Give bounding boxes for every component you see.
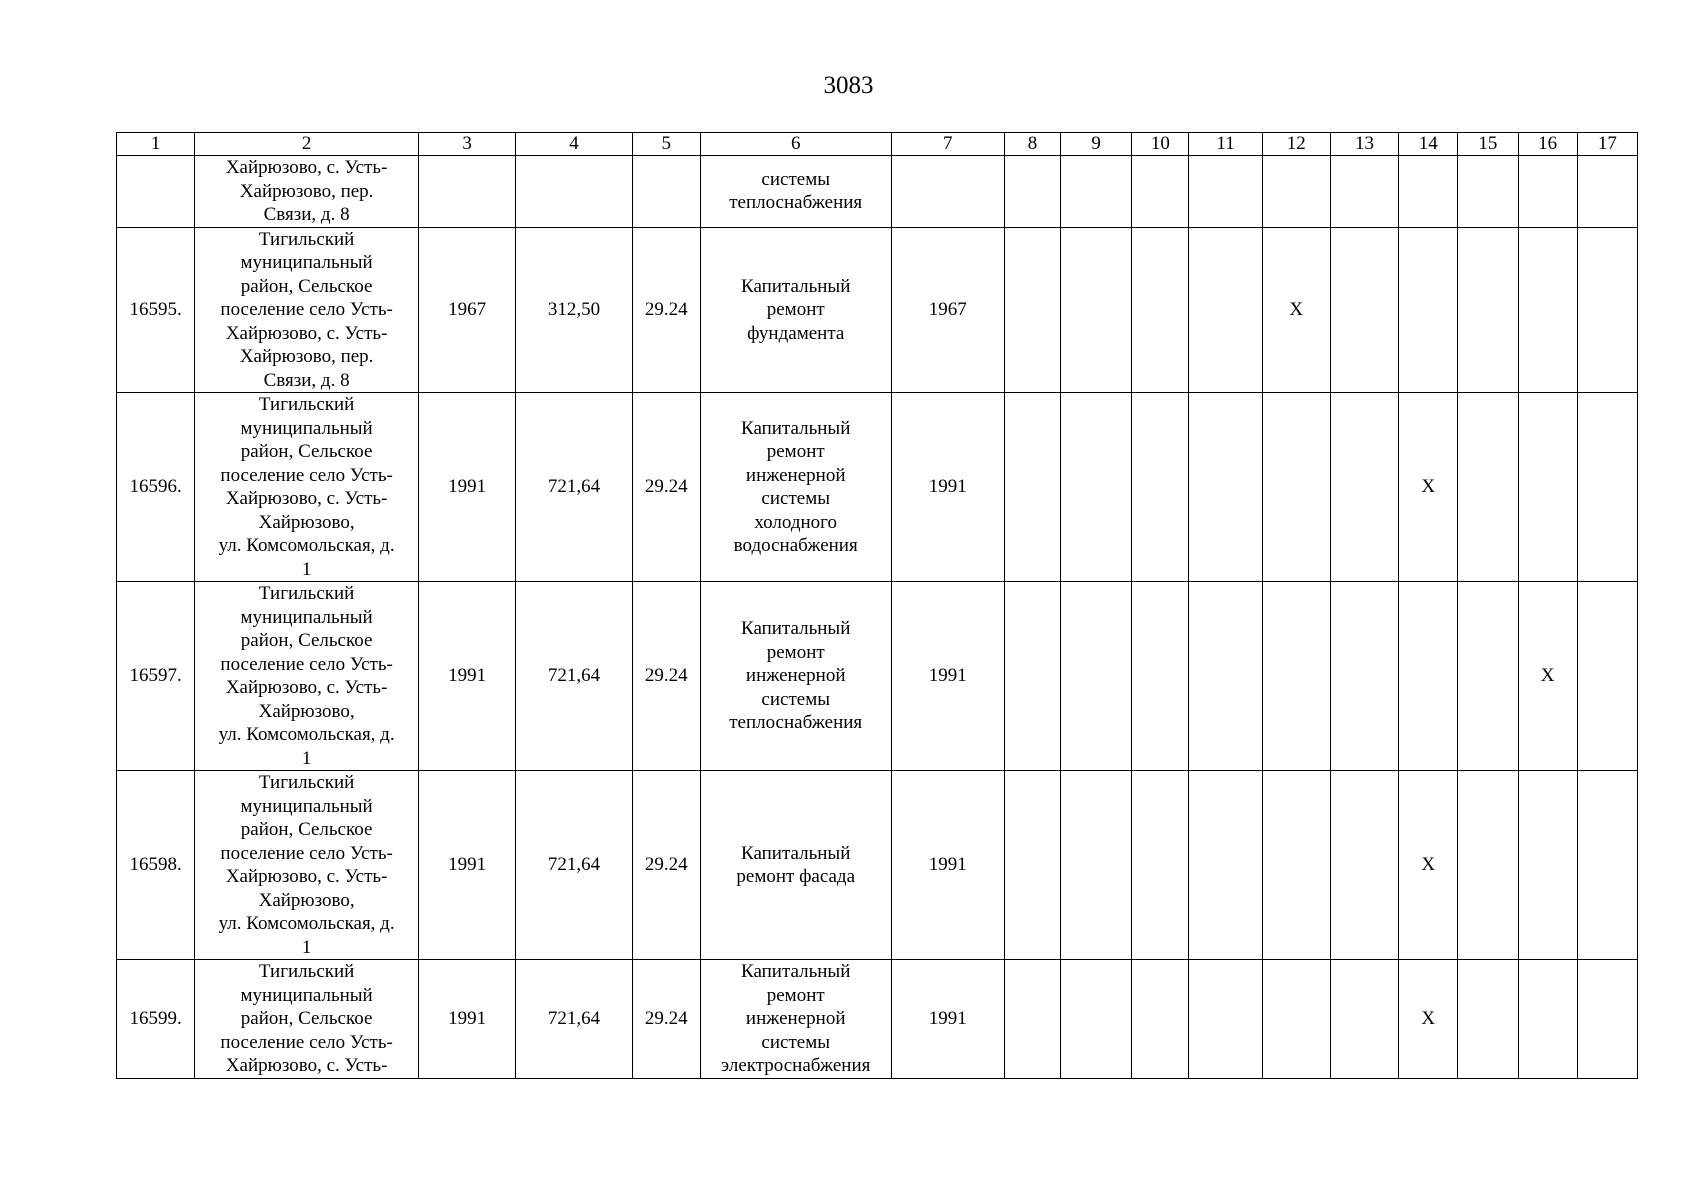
- schedule-cell-11: [1189, 582, 1262, 771]
- schedule-mark: X: [1289, 299, 1304, 320]
- column-header-11: 11: [1189, 133, 1262, 156]
- schedule-cell-15: [1458, 960, 1518, 1079]
- area-cell: 312,50: [516, 227, 632, 393]
- code-cell: 29.24: [632, 771, 700, 960]
- table-row: [117, 582, 1638, 771]
- build-year-cell: 1991: [418, 393, 515, 582]
- schedule-cell-17: [1577, 156, 1637, 228]
- schedule-cell-11: [1189, 393, 1262, 582]
- row-number: 16597.: [117, 582, 195, 771]
- row-number: 16599.: [117, 960, 195, 1079]
- schedule-cell-14: [1399, 227, 1458, 393]
- code-cell: 29.24: [632, 227, 700, 393]
- schedule-cell-8: [1004, 393, 1060, 582]
- build-year-cell: [418, 156, 515, 228]
- schedule-cell-17: [1577, 393, 1637, 582]
- code-cell: [632, 156, 700, 228]
- schedule-cell-16: [1518, 227, 1577, 393]
- schedule-cell-10: [1132, 156, 1189, 228]
- schedule-cell-17: [1577, 582, 1637, 771]
- row-number: 16595.: [117, 227, 195, 393]
- work-type-cell: Капитальный ремонт инженерной системы электроснабжения: [700, 960, 891, 1079]
- schedule-cell-16: [1518, 960, 1577, 1079]
- schedule-cell-17: [1577, 771, 1637, 960]
- schedule-cell-13: [1330, 582, 1398, 771]
- column-header-16: 16: [1518, 133, 1577, 156]
- column-header-10: 10: [1132, 133, 1189, 156]
- build-year-cell: 1967: [418, 227, 515, 393]
- work-type-cell: Капитальный ремонт фундамента: [700, 227, 891, 393]
- schedule-cell-10: [1132, 771, 1189, 960]
- table-row: [117, 227, 1638, 393]
- column-header-3: 3: [418, 133, 515, 156]
- register-table: [116, 132, 1638, 1079]
- year-cell: 1991: [891, 582, 1004, 771]
- schedule-cell-12: [1262, 582, 1330, 771]
- table-row: [117, 771, 1638, 960]
- schedule-mark: X: [1421, 1008, 1436, 1029]
- code-cell: 29.24: [632, 960, 700, 1079]
- address-cell: Тигильский муниципальный район, Сельское поселение село Усть- Хайрюзово, с. Усть-: [195, 960, 419, 1079]
- address-cell: Тигильский муниципальный район, Сельское поселение село Усть- Хайрюзово, с. Усть- Хайрюзово, ул. Комсомольская, д. 1: [195, 393, 419, 582]
- work-type-cell: системы теплоснабжения: [700, 156, 891, 228]
- schedule-cell-12: [1262, 156, 1330, 228]
- column-header-17: 17: [1577, 133, 1637, 156]
- column-header-5: 5: [632, 133, 700, 156]
- area-cell: [516, 156, 632, 228]
- header-row: [117, 133, 1638, 156]
- address-cell: Тигильский муниципальный район, Сельское поселение село Усть- Хайрюзово, с. Усть- Хайрюзово, ул. Комсомольская, д. 1: [195, 582, 419, 771]
- schedule-cell-8: [1004, 582, 1060, 771]
- column-header-15: 15: [1458, 133, 1518, 156]
- year-cell: [891, 156, 1004, 228]
- table-body: [117, 156, 1638, 1079]
- schedule-cell-13: [1330, 156, 1398, 228]
- column-header-4: 4: [516, 133, 632, 156]
- row-number: 16598.: [117, 771, 195, 960]
- column-header-1: 1: [117, 133, 195, 156]
- schedule-cell-15: [1458, 771, 1518, 960]
- schedule-cell-10: [1132, 582, 1189, 771]
- schedule-cell-9: [1061, 156, 1132, 228]
- table-row: [117, 156, 1638, 228]
- schedule-cell-13: [1330, 960, 1398, 1079]
- schedule-cell-9: [1061, 960, 1132, 1079]
- schedule-cell-16: [1518, 393, 1577, 582]
- schedule-cell-12: [1262, 960, 1330, 1079]
- schedule-cell-12: [1262, 227, 1330, 393]
- code-cell: 29.24: [632, 582, 700, 771]
- area-cell: 721,64: [516, 582, 632, 771]
- schedule-cell-14: [1399, 393, 1458, 582]
- schedule-cell-11: [1189, 771, 1262, 960]
- build-year-cell: 1991: [418, 771, 515, 960]
- schedule-cell-15: [1458, 156, 1518, 228]
- year-cell: 1967: [891, 227, 1004, 393]
- schedule-cell-17: [1577, 960, 1637, 1079]
- schedule-cell-11: [1189, 156, 1262, 228]
- column-header-8: 8: [1004, 133, 1060, 156]
- table-row: [117, 960, 1638, 1079]
- area-cell: 721,64: [516, 393, 632, 582]
- address-cell: Тигильский муниципальный район, Сельское поселение село Усть- Хайрюзово, с. Усть- Хайрюзово, пер. Связи, д. 8: [195, 227, 419, 393]
- column-header-13: 13: [1330, 133, 1398, 156]
- schedule-cell-13: [1330, 771, 1398, 960]
- schedule-cell-8: [1004, 960, 1060, 1079]
- schedule-cell-13: [1330, 393, 1398, 582]
- area-cell: 721,64: [516, 960, 632, 1079]
- code-cell: 29.24: [632, 393, 700, 582]
- schedule-cell-11: [1189, 227, 1262, 393]
- column-header-9: 9: [1061, 133, 1132, 156]
- row-number: [117, 156, 195, 228]
- column-header-14: 14: [1399, 133, 1458, 156]
- schedule-cell-10: [1132, 393, 1189, 582]
- address-cell: Хайрюзово, с. Усть- Хайрюзово, пер. Связи, д. 8: [195, 156, 419, 228]
- schedule-cell-15: [1458, 393, 1518, 582]
- schedule-mark: X: [1540, 665, 1555, 687]
- schedule-cell-10: [1132, 960, 1189, 1079]
- schedule-cell-8: [1004, 771, 1060, 960]
- schedule-cell-15: [1458, 582, 1518, 771]
- schedule-cell-9: [1061, 582, 1132, 771]
- schedule-cell-13: [1330, 227, 1398, 393]
- column-header-12: 12: [1262, 133, 1330, 156]
- table-row: [117, 393, 1638, 582]
- year-cell: 1991: [891, 393, 1004, 582]
- year-cell: 1991: [891, 771, 1004, 960]
- schedule-cell-16: [1518, 156, 1577, 228]
- schedule-cell-14: [1399, 771, 1458, 960]
- work-type-cell: Капитальный ремонт инженерной системы теплоснабжения: [700, 582, 891, 771]
- schedule-cell-14: [1399, 960, 1458, 1079]
- column-header-7: 7: [891, 133, 1004, 156]
- schedule-cell-17: [1577, 227, 1637, 393]
- build-year-cell: 1991: [418, 960, 515, 1079]
- work-type-cell: Капитальный ремонт инженерной системы холодного водоснабжения: [700, 393, 891, 582]
- work-type-cell: Капитальный ремонт фасада: [700, 771, 891, 960]
- row-number: 16596.: [117, 393, 195, 582]
- page-number: 3083: [823, 72, 874, 99]
- schedule-cell-14: [1399, 582, 1458, 771]
- schedule-cell-16: [1518, 771, 1577, 960]
- schedule-mark: X: [1421, 854, 1436, 876]
- schedule-cell-8: [1004, 156, 1060, 228]
- schedule-cell-10: [1132, 227, 1189, 393]
- column-header-2: 2: [195, 133, 419, 156]
- area-cell: 721,64: [516, 771, 632, 960]
- schedule-cell-11: [1189, 960, 1262, 1079]
- build-year-cell: 1991: [418, 582, 515, 771]
- schedule-cell-12: [1262, 393, 1330, 582]
- schedule-cell-12: [1262, 771, 1330, 960]
- column-header-6: 6: [700, 133, 891, 156]
- schedule-cell-9: [1061, 393, 1132, 582]
- schedule-cell-9: [1061, 227, 1132, 393]
- schedule-cell-16: [1518, 582, 1577, 771]
- address-cell: Тигильский муниципальный район, Сельское поселение село Усть- Хайрюзово, с. Усть- Хайрюзово, ул. Комсомольская, д. 1: [195, 771, 419, 960]
- year-cell: 1991: [891, 960, 1004, 1079]
- schedule-cell-8: [1004, 227, 1060, 393]
- schedule-cell-14: [1399, 156, 1458, 228]
- schedule-cell-9: [1061, 771, 1132, 960]
- schedule-mark: X: [1421, 476, 1436, 498]
- schedule-cell-15: [1458, 227, 1518, 393]
